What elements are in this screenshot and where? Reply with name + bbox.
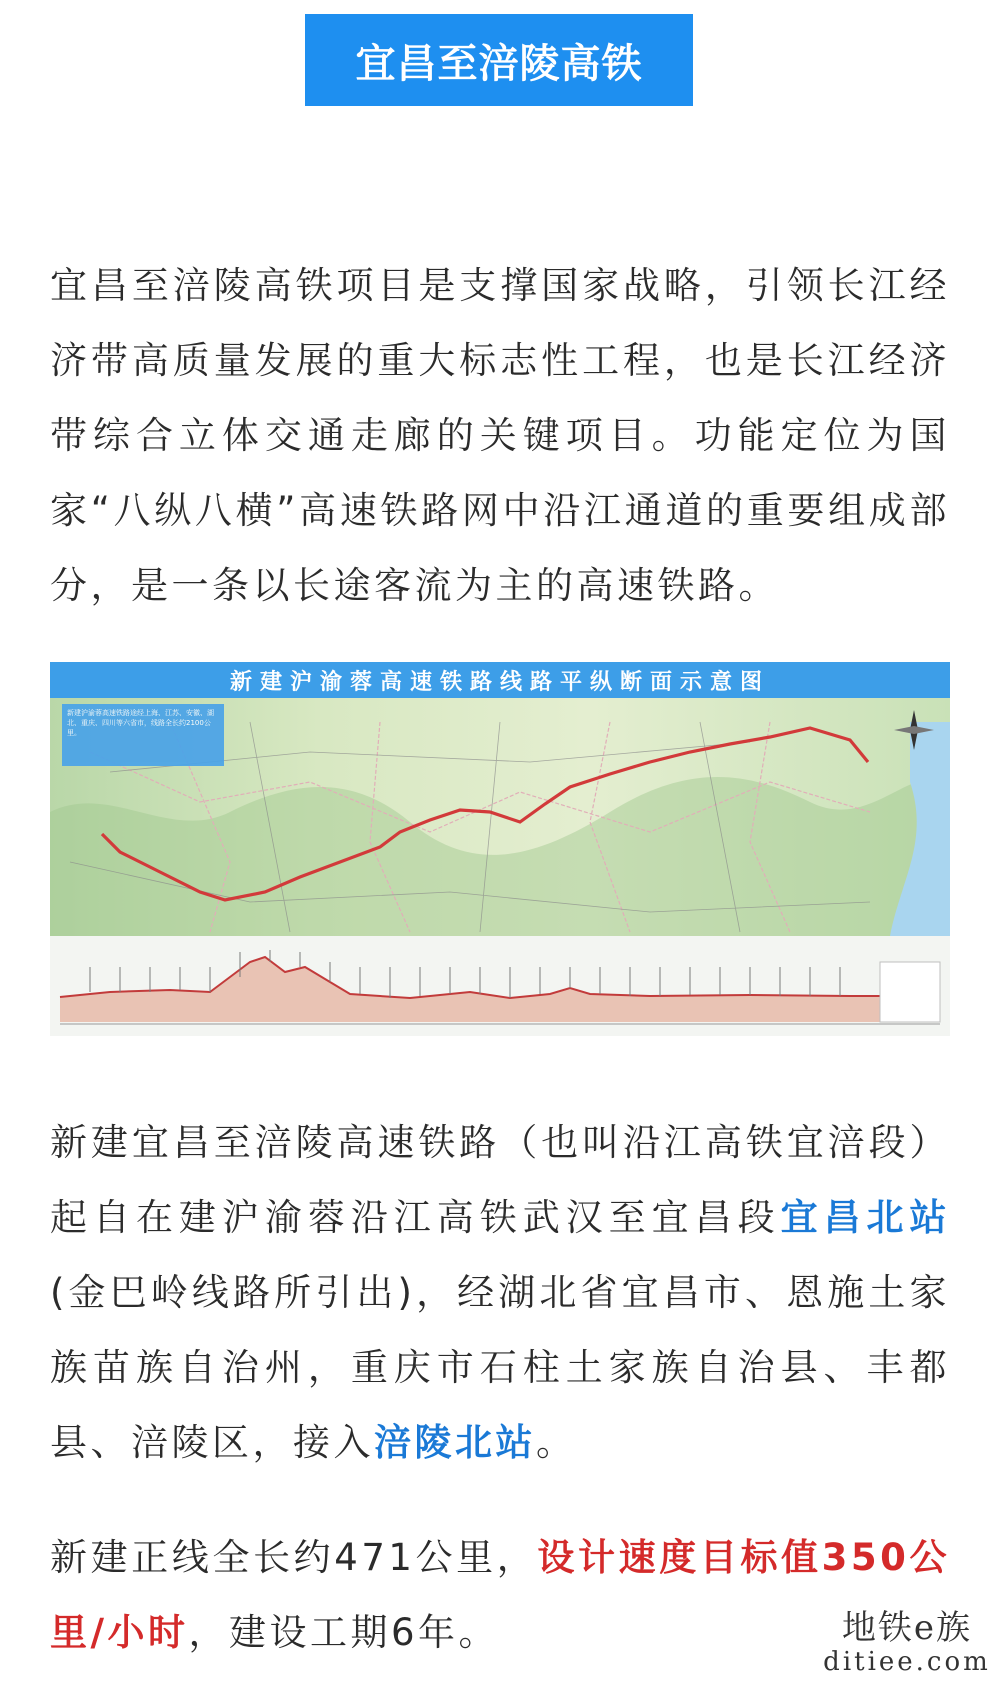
watermark-url: ditiee.com: [823, 1647, 991, 1677]
map-title: 新建沪渝蓉高速铁路线路平纵断面示意图: [229, 669, 770, 695]
route-text-before: 新建宜昌至涪陵高速铁路（也叫沿江高铁宜涪段）起自在建沪渝蓉沿江高铁武汉至宜昌段: [50, 1121, 950, 1239]
end-station-highlight: 涪陵北站: [374, 1421, 536, 1464]
route-map-figure: [50, 662, 950, 1036]
watermark-logo-text: 地铁e族: [841, 1608, 973, 1648]
specs-paragraph: [50, 1520, 950, 1670]
specs-text-before: 新建正线全长约471公里，: [50, 1536, 538, 1579]
title-banner: [305, 14, 693, 106]
intro-paragraph: 宜昌至涪陵高铁项目是支撑国家战略，引领长江经济带高质量发展的重大标志性工程，也是长江经济带综合立体交通走廊的关键项目。功能定位为国家“八纵八横”高速铁路网中沿江通道的重要组成部分，是一条以长途客流为主的高速铁路。: [50, 264, 950, 607]
watermark: [822, 1600, 992, 1677]
speed-highlight: 设计速度目标值350公里/小时: [50, 1536, 951, 1654]
page-title: 宜昌至涪陵高铁: [355, 40, 643, 87]
compass-icon: [892, 708, 936, 752]
start-station-highlight: 宜昌北站: [780, 1196, 951, 1239]
specs-text-after: ，建设工期6年。: [188, 1611, 500, 1654]
map-legend-text: 新建沪渝蓉高速铁路途经上海、江苏、安徽、湖北、重庆、四川等六省市，线路全长约2100公里。: [67, 709, 214, 737]
profile-legend-box: [880, 962, 940, 1022]
route-paragraph: [50, 1105, 950, 1480]
map-title-bar: [50, 662, 950, 698]
map-legend: [62, 704, 224, 766]
route-text-after: 。: [536, 1421, 577, 1464]
route-text-middle: (金巴岭线路所引出)，经湖北省宜昌市、恩施土家族苗族自治州，重庆市石柱土家族自治县、丰都县、涪陵区，接入: [50, 1271, 950, 1464]
